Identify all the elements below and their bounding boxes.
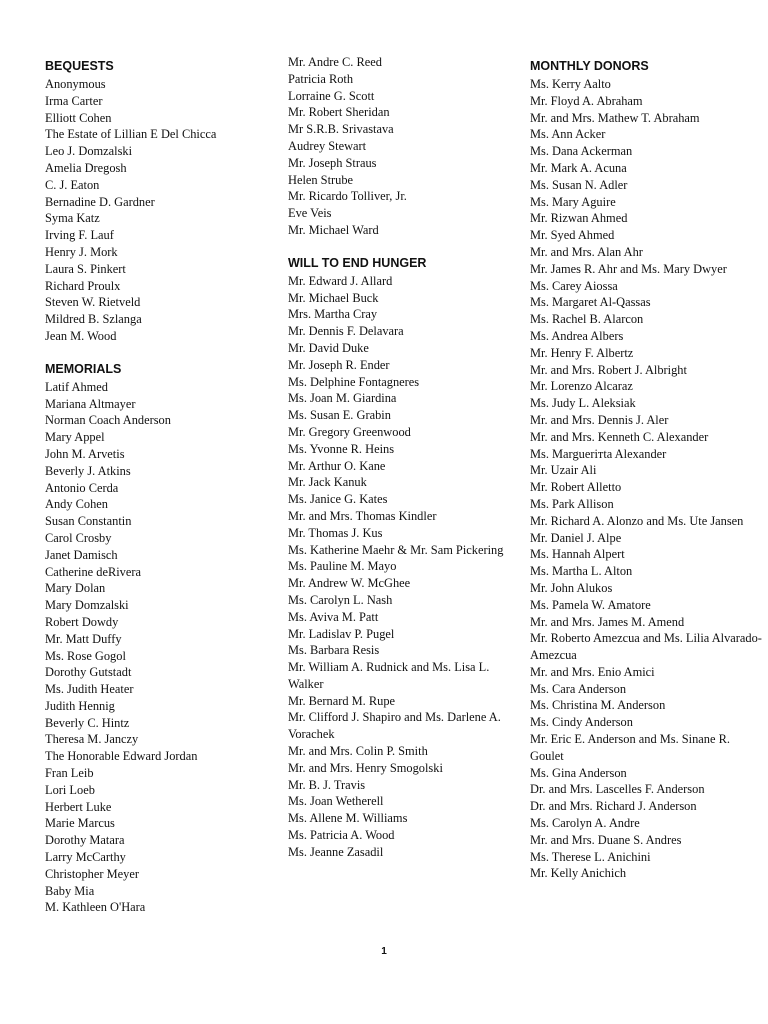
list-item: Catherine deRivera <box>45 564 141 579</box>
list-item: Ms. Susan E. Grabin <box>288 408 391 423</box>
list-item: Mr. Syed Ahmed <box>530 228 615 243</box>
will-to-end-hunger-heading: WILL TO END HUNGER <box>288 255 427 270</box>
list-item: Janet Damisch <box>45 547 118 562</box>
list-item: Lorraine G. Scott <box>288 88 375 103</box>
memorials-list <box>45 379 265 917</box>
list-item: C. J. Eaton <box>45 177 100 192</box>
list-item: Ms. Pamela W. Amatore <box>530 597 651 612</box>
list-item: Ms. Gina Anderson <box>530 765 627 780</box>
list-item: Mr. and Mrs. James M. Amend <box>530 614 685 629</box>
list-item: Mr. William A. Rudnick and Ms. Lisa L. Walker <box>288 660 490 691</box>
list-item: Mr S.R.B. Srivastava <box>288 122 394 137</box>
list-item: Mr. Robert Sheridan <box>288 105 390 120</box>
list-item: Christopher Meyer <box>45 866 139 881</box>
list-item: Carol Crosby <box>45 530 112 545</box>
list-item: Mr. Gregory Greenwood <box>288 424 411 439</box>
list-item: Irma Carter <box>45 93 103 108</box>
list-item: Theresa M. Janczy <box>45 732 139 747</box>
list-item: Ms. Aviva M. Patt <box>288 609 379 624</box>
list-item: Ms. Yvonne R. Heins <box>288 441 395 456</box>
list-item: Helen Strube <box>288 172 354 187</box>
list-item: Ms. Mary Aguire <box>530 194 616 209</box>
list-item: Mr. Jack Kanuk <box>288 475 367 490</box>
list-item: Mr. Arthur O. Kane <box>288 458 386 473</box>
list-item: Lori Loeb <box>45 782 95 797</box>
list-item: Dr. and Mrs. Richard J. Anderson <box>530 799 697 814</box>
list-item: Mildred B. Szlanga <box>45 312 142 327</box>
list-item: Ms. Ann Acker <box>530 127 606 142</box>
list-item: John M. Arvetis <box>45 446 125 461</box>
list-item: Mr. Floyd A. Abraham <box>530 93 643 108</box>
list-item: Mr. and Mrs. Duane S. Andres <box>530 832 682 847</box>
list-item: Beverly C. Hintz <box>45 715 130 730</box>
list-item: Mary Appel <box>45 430 105 445</box>
list-item: Leo J. Domzalski <box>45 144 133 159</box>
list-item: Mr. James R. Ahr and Ms. Mary Dwyer <box>530 261 727 276</box>
list-item: Mr. Uzair Ali <box>530 463 597 478</box>
list-item: Mr. and Mrs. Colin P. Smith <box>288 744 428 759</box>
list-item: Jean M. Wood <box>45 328 117 343</box>
list-item: Mr. Roberto Amezcua and Ms. Lilia Alvarado-Amezcua <box>530 631 762 663</box>
list-item: Mr. and Mrs. Alan Ahr <box>530 244 643 259</box>
list-item: Elliott Cohen <box>45 110 112 125</box>
list-item: Mr. Joseph R. Ender <box>288 357 390 372</box>
list-item: Ms. Hannah Alpert <box>530 547 625 562</box>
list-item: Ms. Cindy Anderson <box>530 715 633 730</box>
list-item: Steven W. Rietveld <box>45 295 141 310</box>
list-item: Andy Cohen <box>45 497 108 512</box>
list-item: Mr. Bernard M. Rupe <box>288 693 396 708</box>
monthly-donors-heading: MONTHLY DONORS <box>530 59 649 73</box>
list-item: Baby Mia <box>45 883 95 898</box>
list-item: Mr. Michael Buck <box>288 290 379 305</box>
monthly-donors-section <box>530 54 762 882</box>
list-item: Ms. Cara Anderson <box>530 681 627 696</box>
bequests-heading: BEQUESTS <box>45 59 114 73</box>
list-item: Mary Dolan <box>45 581 106 596</box>
list-item: Mr. Daniel J. Alpe <box>530 530 622 545</box>
list-item: Mr. David Duke <box>288 340 369 355</box>
list-item: Ms. Joan M. Giardina <box>288 391 397 406</box>
list-item: Ms. Barbara Resis <box>288 643 380 658</box>
list-item: Irving F. Lauf <box>45 228 114 243</box>
list-item: Susan Constantin <box>45 514 132 529</box>
list-item: Mr. Clifford J. Shapiro and Ms. Darlene A. Vorachek <box>288 710 501 742</box>
list-item: Robert Dowdy <box>45 614 119 629</box>
list-item: Ms. Pauline M. Mayo <box>288 559 397 574</box>
list-item: Ms. Joan Wetherell <box>288 794 384 809</box>
list-item: Mr. Matt Duffy <box>45 631 122 646</box>
list-item: Beverly J. Atkins <box>45 463 131 478</box>
list-item: Mr. Rizwan Ahmed <box>530 211 628 226</box>
list-item: Ms. Judith Heater <box>45 682 134 697</box>
bequests-list <box>45 76 265 345</box>
list-item: Ms. Rachel B. Alarcon <box>530 312 644 327</box>
list-item: Mr. Henry F. Albertz <box>530 345 634 360</box>
monthly-donors-list <box>530 76 762 882</box>
will-to-end-hunger-section <box>288 251 508 861</box>
list-item: Mr. Andrew W. McGhee <box>288 576 411 591</box>
list-item: M. Kathleen O'Hara <box>45 900 146 915</box>
list-item: Mrs. Martha Cray <box>288 307 378 322</box>
list-item: Mr. Dennis F. Delavara <box>288 324 404 339</box>
list-item: Mr. Ricardo Tolliver, Jr. <box>288 189 407 204</box>
page-number: 1 <box>381 946 387 957</box>
list-item: Laura S. Pinkert <box>45 261 126 276</box>
list-item: Ms. Carolyn A. Andre <box>530 816 640 831</box>
list-item: Mr. Andre C. Reed <box>288 55 382 69</box>
list-item: Mr. B. J. Travis <box>288 777 366 792</box>
list-item: Ms. Kerry Aalto <box>530 77 611 91</box>
list-item: Dr. and Mrs. Lascelles F. Anderson <box>530 782 705 797</box>
list-item: Latif Ahmed <box>45 379 108 394</box>
column-right <box>530 54 762 894</box>
list-item: Antonio Cerda <box>45 480 119 495</box>
list-item: Dorothy Matara <box>45 833 125 848</box>
column-middle <box>288 54 508 873</box>
list-item: Mr. Richard A. Alonzo and Ms. Ute Jansen <box>530 513 744 528</box>
list-item: Amelia Dregosh <box>45 160 127 175</box>
list-item: Mr. Robert Alletto <box>530 480 622 495</box>
list-item: Bernadine D. Gardner <box>45 194 155 209</box>
list-item: Mr. Thomas J. Kus <box>288 525 383 540</box>
list-item: Mr. Michael Ward <box>288 222 379 237</box>
list-item: Mariana Altmayer <box>45 396 136 411</box>
bequests-section <box>45 54 265 345</box>
list-item: Mr. Kelly Anichich <box>530 866 627 881</box>
list-item: Ms. Margaret Al-Qassas <box>530 295 651 310</box>
list-item: Audrey Stewart <box>288 138 367 153</box>
list-item: Patricia Roth <box>288 71 354 86</box>
list-item: Judith Hennig <box>45 698 115 713</box>
will-to-end-hunger-list <box>288 273 508 861</box>
list-item: Mary Domzalski <box>45 598 129 613</box>
column-left <box>45 54 265 928</box>
list-item: Henry J. Mork <box>45 244 118 259</box>
list-item: Mr. Lorenzo Alcaraz <box>530 379 633 394</box>
list-item: Mr. and Mrs. Henry Smogolski <box>288 760 443 775</box>
list-item: Ms. Jeanne Zasadil <box>288 844 384 859</box>
list-item: Eve Veis <box>288 206 332 221</box>
list-item: Mr. and Mrs. Mathew T. Abraham <box>530 110 700 125</box>
list-item: Mr. Edward J. Allard <box>288 273 393 288</box>
list-item: Ms. Carolyn L. Nash <box>288 592 393 607</box>
list-item: Ms. Susan N. Adler <box>530 177 628 192</box>
memorials-heading: MEMORIALS <box>45 361 122 376</box>
list-item: Ms. Dana Ackerman <box>530 144 633 159</box>
list-item: Ms. Therese L. Anichini <box>530 849 651 864</box>
list-item: Ms. Janice G. Kates <box>288 492 388 507</box>
list-item: Ms. Marguerітta Alexander <box>530 446 667 461</box>
list-item: Anonymous <box>45 77 106 91</box>
list-item: Mr. and Mrs. Robert J. Albright <box>530 362 687 377</box>
list-item: Syma Katz <box>45 211 100 226</box>
list-item: Mr. Mark A. Acuna <box>530 160 627 175</box>
list-item: The Honorable Edward Jordan <box>45 749 198 764</box>
list-item: Marie Marcus <box>45 816 115 831</box>
list-item: Ms. Katherine Maehr & Mr. Sam Pickering <box>288 542 504 557</box>
memorials-section <box>45 357 265 917</box>
list-item: Mr. John Alukos <box>530 580 613 595</box>
list-item: Mr. and Mrs. Thomas Kindler <box>288 508 437 523</box>
list-item: Ms. Delphine Fontagneres <box>288 374 420 389</box>
list-item: Fran Leib <box>45 766 94 781</box>
list-item: Mr. Eric E. Anderson and Ms. Sinane R. Goulet <box>530 732 730 763</box>
list-item: Ms. Patricia A. Wood <box>288 828 395 843</box>
list-item: Ms. Allene M. Williams <box>288 811 408 826</box>
list-item: Larry McCarthy <box>45 850 126 865</box>
list-item: Ms. Park Allison <box>530 496 614 511</box>
list-item: Mr. Ladislav P. Pugel <box>288 626 395 641</box>
memorials-continued-section <box>288 54 508 239</box>
list-item: Mr. and Mrs. Kenneth C. Alexander <box>530 429 709 444</box>
list-item: Ms. Rose Gogol <box>45 648 126 663</box>
list-item: Ms. Martha L. Alton <box>530 564 633 579</box>
list-item: Ms. Andrea Albers <box>530 328 624 343</box>
list-item: Mr. and Mrs. Enio Amici <box>530 664 655 679</box>
list-item: Mr. and Mrs. Dennis J. Aler <box>530 412 669 427</box>
memorials-continued-list <box>288 54 508 239</box>
list-item: Norman Coach Anderson <box>45 413 171 428</box>
list-item: Ms. Judy L. Aleksiak <box>530 396 636 411</box>
list-item: The Estate of Lillian E Del Chicca <box>45 127 217 142</box>
list-item: Ms. Christina M. Anderson <box>530 698 666 713</box>
list-item: Mr. Joseph Straus <box>288 155 377 170</box>
list-item: Herbert Luke <box>45 799 112 814</box>
list-item: Ms. Carey Aiossa <box>530 278 618 293</box>
list-item: Richard Proulx <box>45 278 121 293</box>
list-item: Dorothy Gutstadt <box>45 665 132 680</box>
